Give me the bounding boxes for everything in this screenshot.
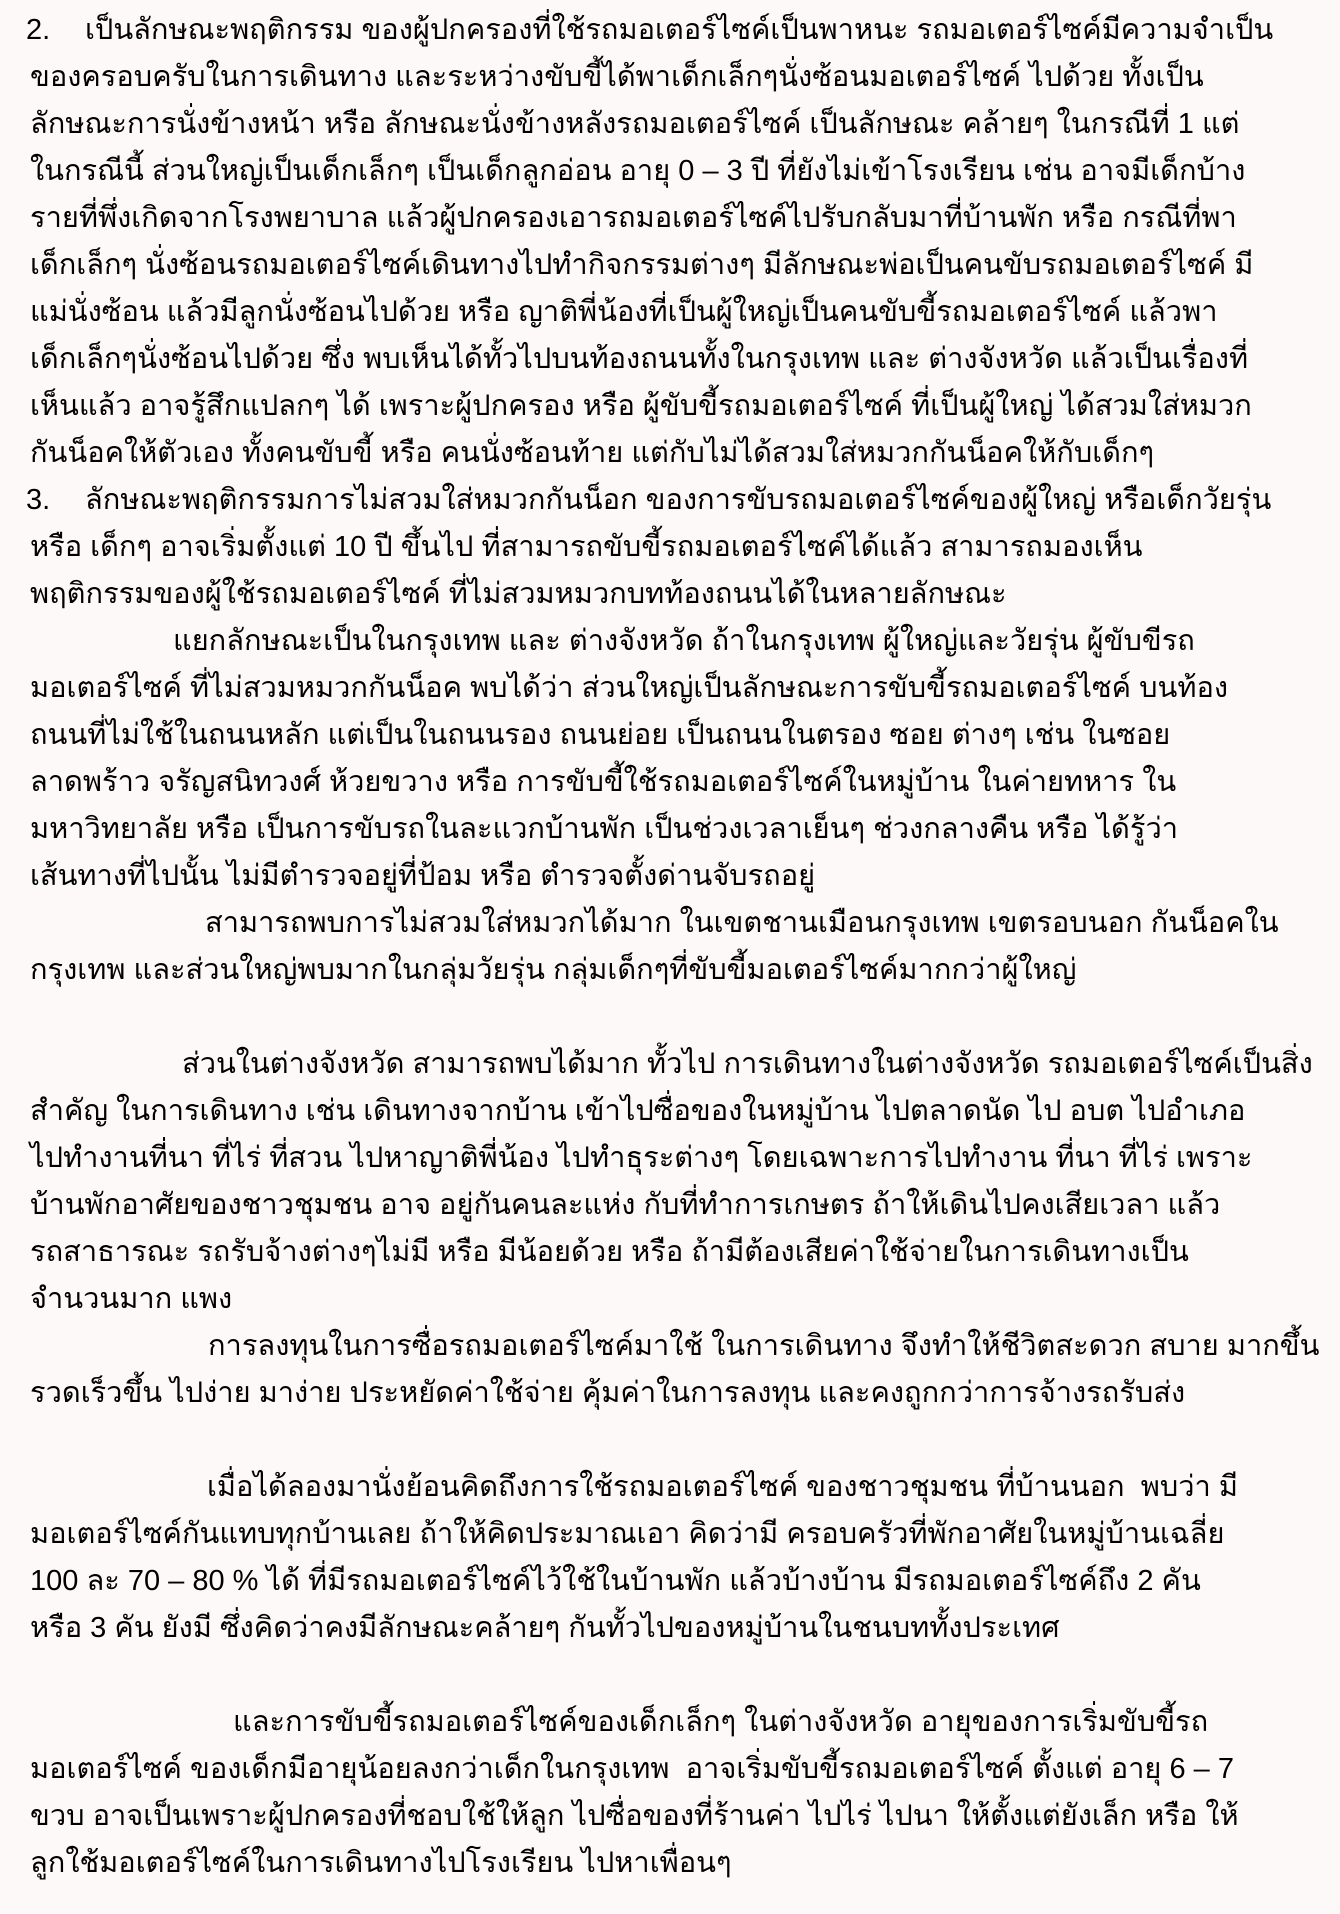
paragraph: [0, 1699, 1340, 1887]
text-line: ในกรณีนี้ ส่วนใหญ่เป็นเด็กเล็กๆ เป็นเด็กลูกอ่อน อายุ 0 – 3 ปี ที่ยังไม่เข้าโรงเรียน เช่น อาจมีเด็กบ้าง: [30, 155, 1246, 187]
text-line: 100 ละ 70 – 80 % ได้ ที่มีรถมอเตอร์ไซค์ไว้ใช้ในบ้านพัก แล้วบ้างบ้าน มีรถมอเตอร์ไซค์ถึง 2 คัน: [30, 1565, 1201, 1597]
text-line: สามารถพบการไม่สวมใส่หมวกได้มาก ในเขตชานเมือนกรุงเทพ เขตรอบนอก กันน็อคใน: [205, 907, 1279, 939]
text-line: ขวบ อาจเป็นเพราะผู้ปกครองที่ชอบใช้ให้ลูก ไปซื่อของที่ร้านค่า ไปไร่ ไปนา ให้ตั้งแต่ยังเล็ก หรือ ให้: [30, 1800, 1239, 1832]
text-line: ไปทำงานที่นา ที่ไร่ ที่สวน ไปหาญาติพี่น้อง ไปทำธุระต่างๆ โดยเฉพาะการไปทำงาน ที่นา ที่ไร่ เพราะ: [30, 1142, 1253, 1174]
text-line: ถนนที่ไม่ใช้ในถนนหลัก แต่เป็นในถนนรอง ถนนย่อย เป็นถนนในตรอง ซอย ต่างๆ เช่น ในซอย: [30, 719, 1171, 751]
text-line: แม่นั่งซ้อน แล้วมีลูกนั่งซ้อนไปด้วย หรือ ญาติพี่น้องที่เป็นผู้ใหญ่เป็นคนขับขี้รถมอเตอร์ไซค์ แล้วพา: [30, 296, 1218, 328]
text-line: บ้านพักอาศัยของชาวชุมชน อาจ อยู่กันคนละแห่ง กับที่ทำการเกษตร ถ้าให้เดินไปคงเสียเวลา แล้ว: [30, 1189, 1221, 1221]
document-body: [0, 7, 1340, 1887]
text-line: แยกลักษณะเป็นในกรุงเทพ และ ต่างจังหวัด ถ้าในกรุงเทพ ผู้ใหญ่และวัยรุ่น ผู้ขับขีรถ: [173, 625, 1195, 657]
text-line: กันน็อคให้ตัวเอง ทั้งคนขับขี้ หรือ คนนั่งซ้อนท้าย แต่กับไม่ได้สวมใส่หมวกกันน็อคให้กับเด็กๆ: [30, 437, 1155, 469]
text-line: เมื่อได้ลองมานั่งย้อนคิดถึงการใช้รถมอเตอร์ไซค์ ของชาวชุมชน ที่บ้านนอก พบว่า มี: [207, 1471, 1239, 1503]
text-line: มหาวิทยาลัย หรือ เป็นการขับรถในละแวกบ้านพัก เป็นช่วงเวลาเย็นๆ ช่วงกลางคืน หรือ ได้รู้ว่า: [30, 813, 1179, 845]
list-item-number: 3.: [26, 484, 51, 516]
text-line: เห็นแล้ว อาจรู้สึกแปลกๆ ได้ เพราะผู้ปกครอง หรือ ผู้ขับขี้รถมอเตอร์ไซค์ ที่เป็นผู้ใหญ่ ได้สวมใส่หมวก: [30, 390, 1252, 422]
paragraph: [0, 477, 1340, 618]
text-line: และการขับขี้รถมอเตอร์ไซค์ของเด็กเล็กๆ ในต่างจังหวัด อายุของการเริ่มขับขี้รถ: [233, 1706, 1209, 1738]
text-line: การลงทุนในการซื่อรถมอเตอร์ไซค์มาใช้ ในการเดินทาง จึงทำให้ชีวิตสะดวก สบาย มากขึ้น: [208, 1330, 1320, 1362]
list-item-text: เป็นลักษณะพฤติกรรม ของผู้ปกครองที่ใช้รถมอเตอร์ไซค์เป็นพาหนะ รถมอเตอร์ไซค์มีความจำเป็น: [85, 14, 1274, 46]
text-line: มอเตอร์ไซค์ ที่ไม่สวมหมวกกันน็อค พบได้ว่า ส่วนใหญ่เป็นลักษณะการขับขี้รถมอเตอร์ไซค์ บนท้อง: [30, 672, 1229, 704]
blank-line: [0, 1652, 1340, 1699]
text-line: ของครอบครับในการเดินทาง และระหว่างขับขี้ได้พาเด็กเล็กๆนั่งซ้อนมอเตอร์ไซค์ ไปด้วย ทั้งเป็น: [30, 61, 1204, 93]
text-line: ลักษณะการนั่งข้างหน้า หรือ ลักษณะนั่งข้างหลังรถมอเตอร์ไซค์ เป็นลักษณะ คล้ายๆ ในกรณีที่ 1 แต่: [30, 108, 1240, 140]
text-line: รวดเร็วขึ้น ไปง่าย มาง่าย ประหยัดค่าใช้จ่าย คุ้มค่าในการลงทุน และคงถูกกว่าการจ้างรถรับส่ง: [30, 1377, 1186, 1409]
text-line: เด็กเล็กๆ นั่งซ้อนรถมอเตอร์ไซค์เดินทางไปทำกิจกรรมต่างๆ มีลักษณะพ่อเป็นคนขับรถมอเตอร์ไซค์ มี: [30, 249, 1254, 281]
paragraph: [0, 7, 1340, 477]
paragraph: [0, 900, 1340, 1041]
text-line: รถสาธารณะ รถรับจ้างต่างๆไม่มี หรือ มีน้อยด้วย หรือ ถ้ามีต้องเสียค่าใช้จ่ายในการเดินทางเป็น: [30, 1236, 1189, 1268]
paragraph: [0, 618, 1340, 900]
text-line: หรือ 3 คัน ยังมี ซึ่งคิดว่าคงมีลักษณะคล้ายๆ กันทั้วไปของหมู่บ้านในชนบททั้งประเทศ: [30, 1612, 1060, 1644]
text-line: [0, 477, 1340, 524]
list-item-text: ลักษณะพฤติกรรมการไม่สวมใส่หมวกกันน็อก ของการขับรถมอเตอร์ไซค์ของผู้ใหญ่ หรือเด็กวัยรุ่น: [85, 484, 1272, 516]
blank-line: [0, 1417, 1340, 1464]
text-line: รายที่พึ่งเกิดจากโรงพยาบาล แล้วผู้ปกครองเอารถมอเตอร์ไซค์ไปรับกลับมาที่บ้านพัก หรือ กรณีที่พา: [30, 202, 1237, 234]
text-line: มอเตอร์ไซค์ ของเด็กมีอายุน้อยลงกว่าเด็กในกรุงเทพ อาจเริ่มขับขี้รถมอเตอร์ไซค์ ตั้งแต่ อายุ 6 – 7: [30, 1753, 1234, 1785]
text-line: พฤติกรรมของผู้ใช้รถมอเตอร์ไซค์ ที่ไม่สวมหมวกบทท้องถนนได้ในหลายลักษณะ: [30, 578, 1007, 610]
text-line: ส่วนในต่างจังหวัด สามารถพบได้มาก ทั้วไป การเดินทางในต่างจังหวัด รถมอเตอร์ไซค์เป็นสิ่ง: [182, 1048, 1313, 1080]
text-line: [0, 7, 1340, 54]
list-item-number: 2.: [26, 14, 51, 46]
text-line: หรือ เด็กๆ อาจเริ่มตั้งแต่ 10 ปี ขึ้นไป ที่สามารถขับขี้รถมอเตอร์ไซค์ได้แล้ว สามารถมองเห็น: [30, 531, 1143, 563]
text-line: สำคัญ ในการเดินทาง เช่น เดินทางจากบ้าน เข้าไปซื่อของในหมู่บ้าน ไปตลาดนัด ไป อบต ไปอำเภอ: [30, 1095, 1246, 1127]
text-line: กรุงเทพ และส่วนใหญ่พบมากในกลุ่มวัยรุ่น กลุ่มเด็กๆที่ขับขี้มอเตอร์ไซค์มากกว่าผู้ใหญ่: [30, 954, 1077, 986]
paragraph: [0, 1041, 1340, 1323]
text-line: มอเตอร์ไซค์กันแทบทุกบ้านเลย ถ้าให้คิดประมาณเอา คิดว่ามี ครอบครัวที่พักอาศัยในหมู่บ้านเฉลี่ย: [30, 1518, 1225, 1550]
text-line: เด็กเล็กๆนั่งซ้อนไปด้วย ซึ่ง พบเห็นได้ทั้วไปบนท้องถนนทั้งในกรุงเทพ และ ต่างจังหวัด แล้วเป็นเรื่องที่: [30, 343, 1249, 375]
text-line: จำนวนมาก แพง: [30, 1283, 233, 1315]
blank-line: [0, 994, 1340, 1041]
text-line: ลาดพร้าว จรัญสนิทวงศ์ ห้วยขวาง หรือ การขับขี้ใช้รถมอเตอร์ไซค์ในหมู่บ้าน ในค่ายทหาร ใน: [30, 766, 1177, 798]
paragraph: [0, 1323, 1340, 1464]
paragraph: [0, 1464, 1340, 1699]
text-line: ลูกใช้มอเตอร์ไซค์ในการเดินทางไปโรงเรียน ไปหาเพื่อนๆ: [30, 1847, 732, 1879]
text-line: เส้นทางที่ไปนั้น ไม่มีตำรวจอยู่ที่ป้อม หรือ ตำรวจตั้งด่านจับรถอยู่: [30, 860, 816, 892]
